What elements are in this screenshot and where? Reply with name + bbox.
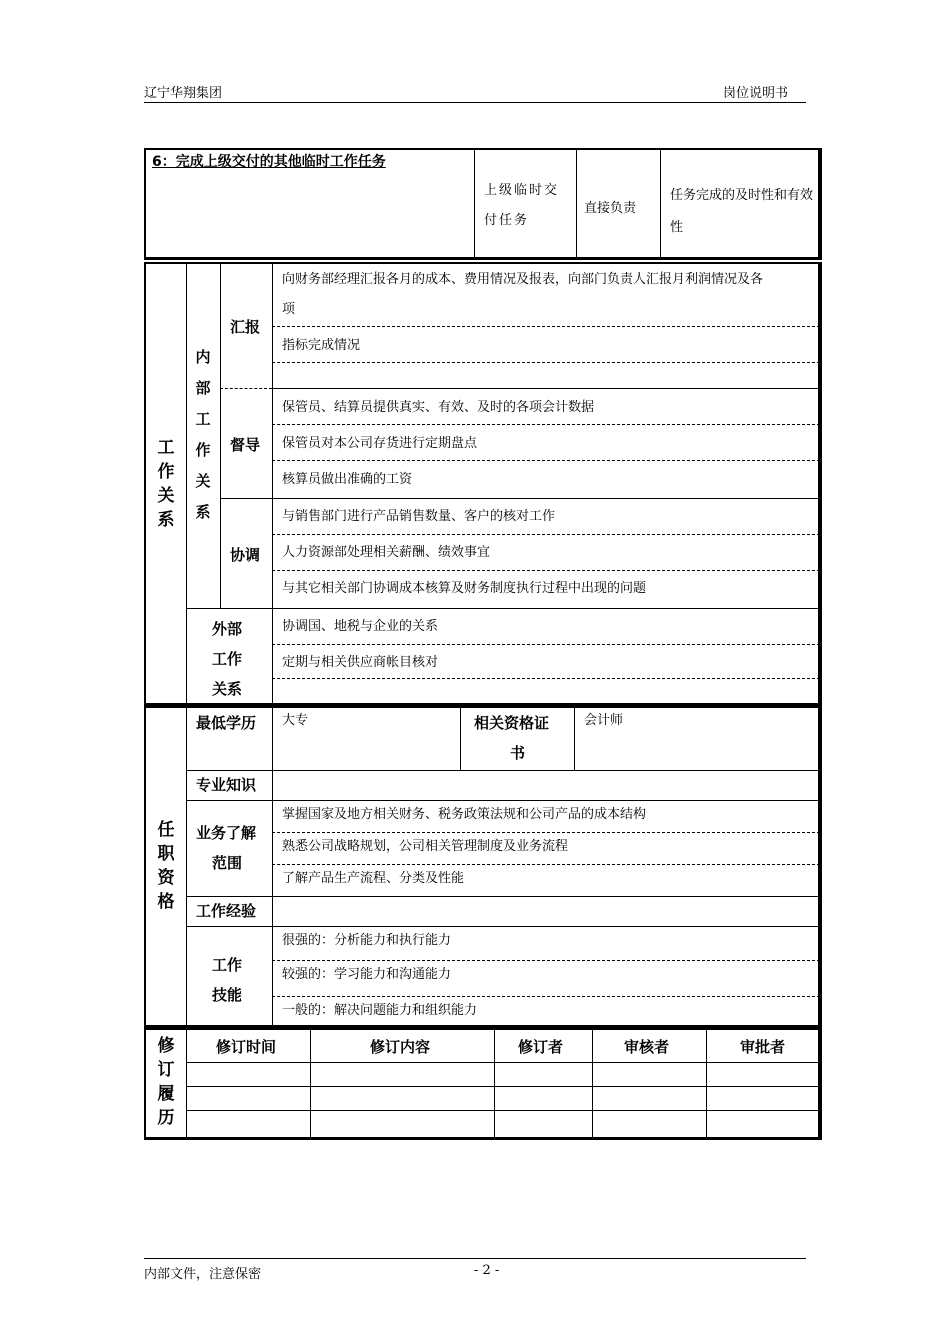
revision-label: 修订履历 [157, 1036, 175, 1128]
task6-title: 6：完成上级交付的其他临时工作任务 [152, 154, 386, 170]
task6-table [144, 148, 822, 260]
relations-label: 工作关系 [157, 438, 175, 530]
external-line-1: 协调国、地税与企业的关系 [282, 619, 439, 634]
internal-relations-label: 内部工作关系 [195, 348, 211, 521]
skills-line-3: 一般的：解决问题能力和组织能力 [282, 1003, 478, 1018]
supervise-line-1: 保管员、结算员提供真实、有效、及时的各项会计数据 [282, 400, 595, 415]
knowledge-label: 专业知识 [196, 776, 257, 794]
scope-line-1: 掌握国家及地方相关财务、税务政策法规和公司产品的成本结构 [282, 807, 647, 822]
education-label: 最低学历 [196, 714, 257, 732]
external-label-3: 关系 [212, 680, 243, 698]
revision-table [144, 1028, 822, 1140]
experience-label: 工作经验 [196, 902, 257, 920]
page-header [144, 82, 806, 103]
supervise-label: 督导 [230, 436, 261, 454]
supervise-line-3: 核算员做出准确的工资 [282, 472, 413, 487]
revision-col-content: 修订内容 [370, 1038, 431, 1056]
external-label-1: 外部 [212, 620, 243, 638]
report-label: 汇报 [230, 318, 261, 336]
report-line-3: 指标完成情况 [282, 338, 361, 353]
document-title: 岗位说明书 [722, 86, 788, 101]
revision-col-reviewer: 审核者 [624, 1038, 670, 1056]
education-value: 大专 [282, 713, 309, 728]
company-name: 辽宁华翔集团 [144, 86, 223, 101]
scope-label-1: 业务了解 [196, 824, 257, 842]
scope-label-2: 范围 [212, 854, 243, 872]
report-line-1: 向财务部经理汇报各月的成本、费用情况及报表，向部门负责人汇报月利润情况及各 [282, 272, 764, 287]
skills-line-1: 很强的：分析能力和执行能力 [282, 933, 452, 948]
coordinate-line-3: 与其它相关部门协调成本核算及财务制度执行过程中出现的问题 [282, 581, 647, 596]
coordinate-line-2: 人力资源部处理相关薪酬、绩效事宜 [282, 545, 491, 560]
relations-table [144, 262, 822, 706]
task6-source: 上级临时交付任务 [484, 183, 560, 228]
page-number: - 2 - [474, 1263, 500, 1278]
skills-label-1: 工作 [212, 956, 243, 974]
cert-label-1: 相关资格证 [474, 714, 550, 732]
scope-line-3: 了解产品生产流程、分类及性能 [282, 871, 465, 886]
revision-col-reviser: 修订者 [518, 1038, 564, 1056]
qualifications-label: 任职资格 [157, 820, 175, 912]
coordinate-label: 协调 [230, 546, 261, 564]
task6-criteria: 任务完成的及时性和有效性 [670, 188, 814, 235]
scope-line-2: 熟悉公司战略规划，公司相关管理制度及业务流程 [282, 839, 569, 854]
skills-line-2: 较强的：学习能力和沟通能力 [282, 967, 452, 982]
revision-col-approver: 审批者 [740, 1038, 786, 1056]
confidential-notice: 内部文件，注意保密 [144, 1267, 262, 1282]
coordinate-line-1: 与销售部门进行产品销售数量、客户的核对工作 [282, 509, 556, 524]
cert-value: 会计师 [584, 713, 624, 728]
external-label-2: 工作 [212, 650, 243, 668]
cert-label-2: 书 [510, 744, 526, 762]
report-line-2: 项 [282, 302, 296, 317]
external-line-2: 定期与相关供应商帐目核对 [282, 655, 439, 670]
qualifications-table [144, 706, 822, 1028]
revision-col-time: 修订时间 [216, 1038, 277, 1056]
task6-responsibility: 直接负责 [584, 201, 637, 216]
skills-label-2: 技能 [212, 986, 243, 1004]
supervise-line-2: 保管员对本公司存货进行定期盘点 [282, 436, 478, 451]
page-footer [144, 1258, 806, 1282]
